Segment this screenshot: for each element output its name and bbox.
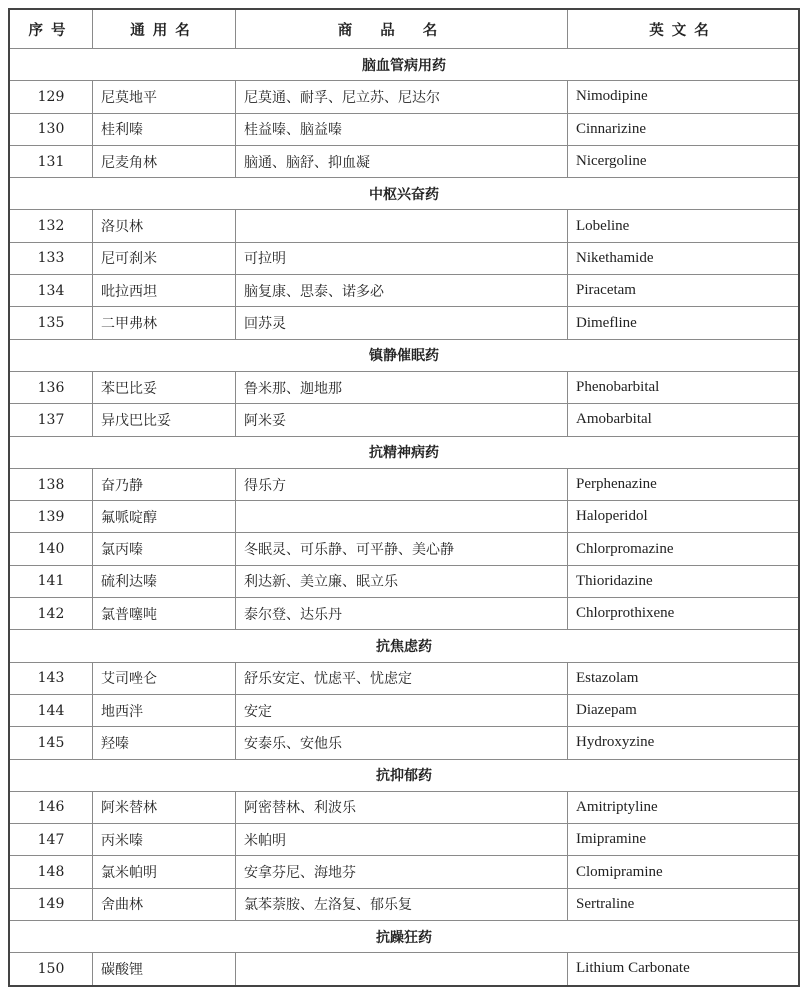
cell-number: 144 <box>9 694 93 726</box>
cell-english-name: Diazepam <box>568 694 800 726</box>
cell-brand-name: 氯苯萘胺、左洛复、郁乐复 <box>236 888 568 920</box>
section-title: 中枢兴奋药 <box>9 178 799 210</box>
section-row <box>9 759 799 791</box>
cell-english-name: Haloperidol <box>568 501 800 533</box>
table-row <box>9 242 799 274</box>
section-title: 抗抑郁药 <box>9 759 799 791</box>
cell-english-name: Nimodipine <box>568 81 800 113</box>
cell-number: 132 <box>9 210 93 242</box>
cell-generic-name: 尼麦角林 <box>93 145 236 177</box>
cell-english-name: Chlorprothixene <box>568 598 800 630</box>
cell-brand-name: 可拉明 <box>236 242 568 274</box>
cell-number: 134 <box>9 275 93 307</box>
table-row <box>9 275 799 307</box>
cell-brand-name: 安定 <box>236 694 568 726</box>
cell-generic-name: 硫利达嗪 <box>93 565 236 597</box>
cell-brand-name: 脑通、脑舒、抑血凝 <box>236 145 568 177</box>
section-row <box>9 339 799 371</box>
section-row <box>9 49 799 81</box>
cell-brand-name: 回苏灵 <box>236 307 568 339</box>
cell-brand-name: 阿米妥 <box>236 404 568 436</box>
cell-brand-name: 舒乐安定、忧虑平、忧虑定 <box>236 662 568 694</box>
cell-number: 143 <box>9 662 93 694</box>
cell-generic-name: 苯巴比妥 <box>93 371 236 403</box>
cell-number: 148 <box>9 856 93 888</box>
cell-generic-name: 尼可刹米 <box>93 242 236 274</box>
table-row <box>9 791 799 823</box>
table-row <box>9 145 799 177</box>
cell-number: 141 <box>9 565 93 597</box>
cell-brand-name: 泰尔登、达乐丹 <box>236 598 568 630</box>
section-row <box>9 630 799 662</box>
cell-english-name: Phenobarbital <box>568 371 800 403</box>
cell-brand-name: 脑复康、思泰、诺多必 <box>236 275 568 307</box>
cell-number: 146 <box>9 791 93 823</box>
cell-brand-name: 得乐方 <box>236 468 568 500</box>
section-row <box>9 436 799 468</box>
cell-number: 137 <box>9 404 93 436</box>
cell-number: 138 <box>9 468 93 500</box>
cell-generic-name: 吡拉西坦 <box>93 275 236 307</box>
cell-generic-name: 丙米嗪 <box>93 824 236 856</box>
cell-brand-name: 阿密替林、利波乐 <box>236 791 568 823</box>
cell-brand-name <box>236 210 568 242</box>
cell-english-name: Imipramine <box>568 824 800 856</box>
table-row <box>9 727 799 759</box>
section-title: 镇静催眠药 <box>9 339 799 371</box>
cell-number: 136 <box>9 371 93 403</box>
cell-generic-name: 舍曲林 <box>93 888 236 920</box>
cell-brand-name: 利达新、美立廉、眠立乐 <box>236 565 568 597</box>
cell-english-name: Amitriptyline <box>568 791 800 823</box>
cell-english-name: Sertraline <box>568 888 800 920</box>
cell-generic-name: 氟哌啶醇 <box>93 501 236 533</box>
cell-number: 149 <box>9 888 93 920</box>
cell-brand-name <box>236 953 568 986</box>
cell-english-name: Dimefline <box>568 307 800 339</box>
table-row <box>9 113 799 145</box>
section-title: 抗焦虑药 <box>9 630 799 662</box>
cell-generic-name: 奋乃静 <box>93 468 236 500</box>
cell-number: 142 <box>9 598 93 630</box>
cell-number: 145 <box>9 727 93 759</box>
cell-brand-name: 冬眠灵、可乐静、可平静、美心静 <box>236 533 568 565</box>
cell-brand-name: 安拿芬尼、海地芬 <box>236 856 568 888</box>
cell-generic-name: 地西泮 <box>93 694 236 726</box>
cell-english-name: Nikethamide <box>568 242 800 274</box>
cell-english-name: Amobarbital <box>568 404 800 436</box>
cell-brand-name <box>236 501 568 533</box>
cell-number: 147 <box>9 824 93 856</box>
header-number: 序号 <box>9 9 93 49</box>
cell-english-name: Thioridazine <box>568 565 800 597</box>
cell-english-name: Hydroxyzine <box>568 727 800 759</box>
cell-brand-name: 米帕明 <box>236 824 568 856</box>
table-row <box>9 371 799 403</box>
cell-english-name: Nicergoline <box>568 145 800 177</box>
table-row <box>9 404 799 436</box>
section-title: 脑血管病用药 <box>9 49 799 81</box>
cell-number: 131 <box>9 145 93 177</box>
cell-english-name: Piracetam <box>568 275 800 307</box>
table-row <box>9 953 799 986</box>
cell-english-name: Lithium Carbonate <box>568 953 800 986</box>
cell-generic-name: 艾司唑仑 <box>93 662 236 694</box>
table-row <box>9 501 799 533</box>
cell-generic-name: 二甲弗林 <box>93 307 236 339</box>
table-row <box>9 888 799 920</box>
table-row <box>9 210 799 242</box>
table-row <box>9 468 799 500</box>
cell-generic-name: 桂利嗪 <box>93 113 236 145</box>
cell-number: 135 <box>9 307 93 339</box>
cell-generic-name: 洛贝林 <box>93 210 236 242</box>
drug-table <box>8 8 800 987</box>
table-row <box>9 565 799 597</box>
cell-number: 133 <box>9 242 93 274</box>
table-row <box>9 307 799 339</box>
section-row <box>9 178 799 210</box>
header-brand-name: 商品名 <box>236 9 568 49</box>
cell-english-name: Chlorpromazine <box>568 533 800 565</box>
cell-brand-name: 安泰乐、安他乐 <box>236 727 568 759</box>
table-row <box>9 662 799 694</box>
cell-generic-name: 阿米替林 <box>93 791 236 823</box>
cell-number: 130 <box>9 113 93 145</box>
table-row <box>9 533 799 565</box>
cell-number: 129 <box>9 81 93 113</box>
cell-brand-name: 鲁米那、迦地那 <box>236 371 568 403</box>
cell-generic-name: 尼莫地平 <box>93 81 236 113</box>
cell-generic-name: 异戊巴比妥 <box>93 404 236 436</box>
table-row <box>9 598 799 630</box>
cell-number: 150 <box>9 953 93 986</box>
cell-generic-name: 氯丙嗪 <box>93 533 236 565</box>
table-row <box>9 856 799 888</box>
table-row <box>9 81 799 113</box>
cell-english-name: Lobeline <box>568 210 800 242</box>
section-row <box>9 921 799 953</box>
table-row <box>9 824 799 856</box>
header-row <box>9 9 799 49</box>
cell-brand-name: 尼莫通、耐孚、尼立苏、尼达尔 <box>236 81 568 113</box>
cell-generic-name: 氯米帕明 <box>93 856 236 888</box>
cell-generic-name: 碳酸锂 <box>93 953 236 986</box>
cell-generic-name: 羟嗪 <box>93 727 236 759</box>
cell-english-name: Clomipramine <box>568 856 800 888</box>
cell-english-name: Cinnarizine <box>568 113 800 145</box>
cell-brand-name: 桂益嗪、脑益嗪 <box>236 113 568 145</box>
cell-english-name: Perphenazine <box>568 468 800 500</box>
cell-number: 139 <box>9 501 93 533</box>
table-row <box>9 694 799 726</box>
section-title: 抗精神病药 <box>9 436 799 468</box>
cell-generic-name: 氯普噻吨 <box>93 598 236 630</box>
header-generic-name: 通用名 <box>93 9 236 49</box>
section-title: 抗躁狂药 <box>9 921 799 953</box>
header-english-name: 英文名 <box>568 9 800 49</box>
cell-english-name: Estazolam <box>568 662 800 694</box>
cell-number: 140 <box>9 533 93 565</box>
